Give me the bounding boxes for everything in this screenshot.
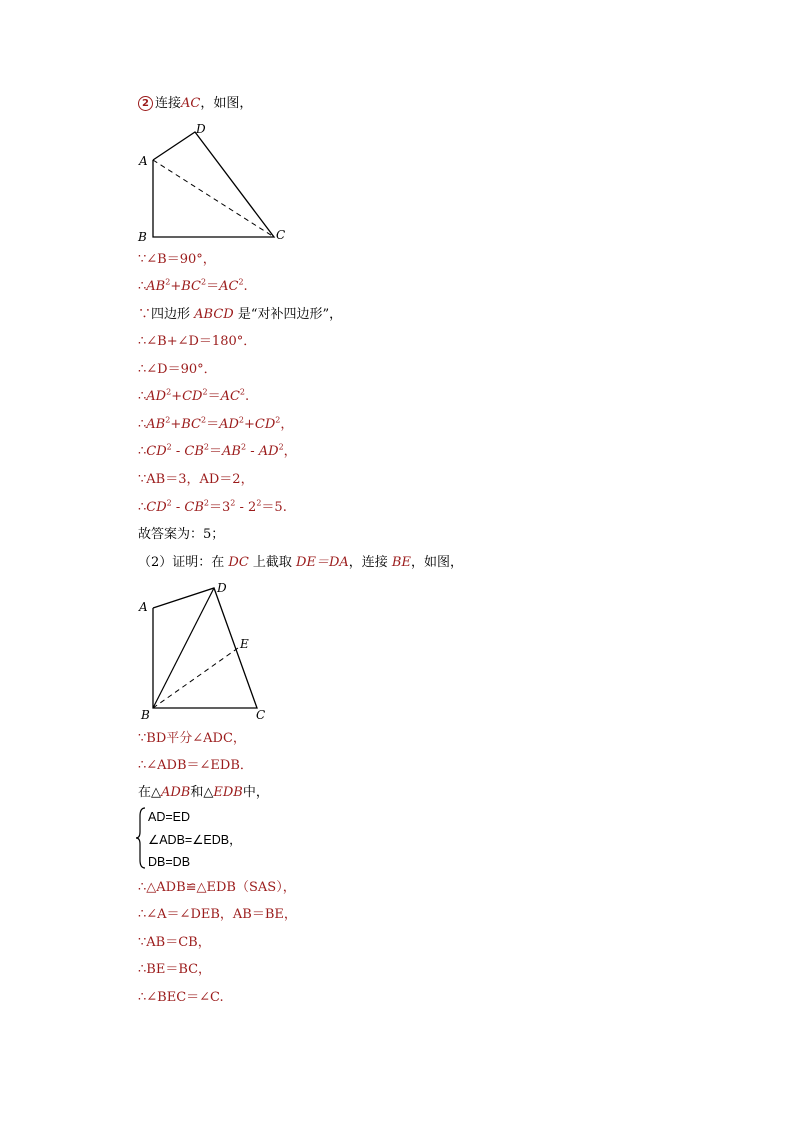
proof-line: ∵∠B＝90°，	[138, 252, 216, 267]
system-row: ∠ADB=∠EDB，	[148, 833, 242, 847]
proof-line: $\therefore CD^2 - CB^2=AB^2 - AD^2$，	[138, 442, 297, 459]
fig2-segment-be	[153, 648, 238, 708]
circled-number: 2	[138, 96, 153, 111]
fig1-quadrilateral	[153, 132, 274, 237]
proof-line: $\therefore AB^2+BC^2=AC^2$.	[138, 277, 248, 294]
proof-line: 在△ADB和△EDB中，	[138, 785, 269, 800]
fig2-label-a: A	[139, 600, 148, 614]
proof-line: ∴∠BEC＝∠C.	[138, 990, 224, 1005]
proof-line: ∵四边形 ABCD 是“对补四边形”，	[138, 307, 343, 322]
proof-line: $\therefore AB^2+BC^2=AD^2+CD^2$，	[138, 415, 294, 432]
proof-line: $\therefore CD^2 - CB^2=3^2 - 2^2=5$.	[138, 498, 287, 515]
proof-line: ∴∠B+∠D＝180°．	[138, 334, 257, 349]
fig1-label-c: C	[276, 228, 286, 242]
step-2-intro: 2 连接AC，如图，	[138, 95, 252, 113]
system-row: DB=DB	[148, 855, 191, 869]
fig2-label-c: C	[256, 708, 266, 722]
proof-line: ∴△ADB≌△EDB（SAS），	[138, 880, 296, 895]
system-row: AD=ED	[148, 810, 191, 824]
fig1-diagonal-ac	[153, 160, 274, 237]
answer-line: 故答案为：5；	[138, 527, 225, 542]
fig2-diagonal-bd	[153, 588, 214, 708]
proof-line: ∴∠ADB＝∠EDB．	[138, 758, 253, 773]
proof-line: ∴∠D＝90°．	[138, 362, 217, 377]
proof-line: ∴BE＝BC，	[138, 962, 212, 977]
proof-line: $\therefore AD^2+CD^2=AC^2$.	[138, 387, 250, 404]
fig1-label-a: A	[139, 154, 148, 168]
fig1-label-b: B	[138, 230, 147, 244]
fig2-label-d: D	[217, 581, 227, 595]
left-brace	[135, 806, 147, 870]
fig1-label-d: D	[196, 122, 206, 136]
part-2-intro: （2）证明：在 DC 上截取 DE＝DA，连接 BE，如图，	[138, 555, 463, 570]
proof-line: ∵AB＝3，AD＝2，	[138, 472, 254, 487]
figure-quadrilateral-1	[132, 118, 302, 248]
proof-line: ∴∠A＝∠DEB，AB＝BE，	[138, 907, 297, 922]
fig2-label-e: E	[240, 637, 249, 651]
fig2-label-b: B	[141, 708, 150, 722]
proof-line: ∵AB＝CB，	[138, 935, 211, 950]
proof-line: ∵BD平分∠ADC，	[138, 731, 246, 746]
figure-quadrilateral-2	[132, 578, 292, 728]
